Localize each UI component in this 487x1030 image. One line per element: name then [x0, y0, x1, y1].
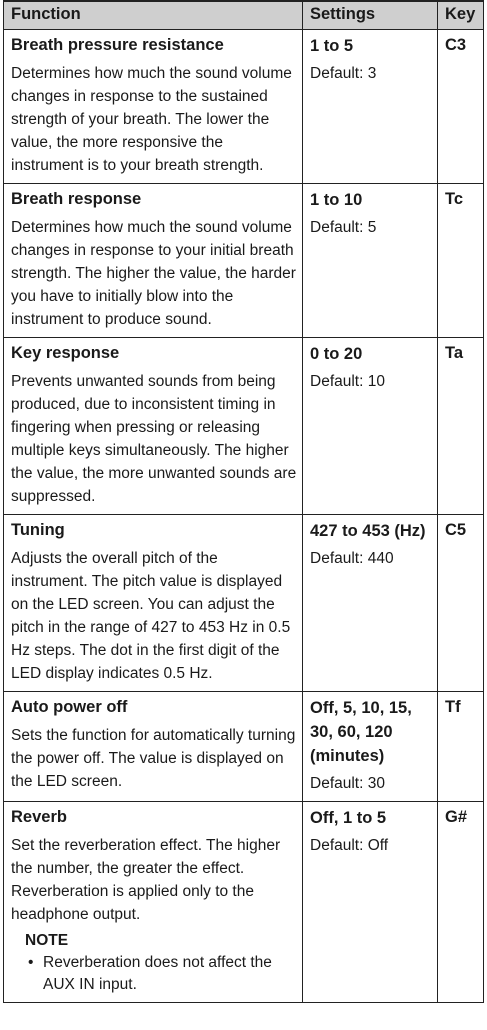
function-description: Set the reverberation effect. The higher the number, the greater the effect. Reverberation is applied only to the headphone output. [11, 837, 281, 923]
function-description: Prevents unwanted sounds from being produced, due to inconsistent timing in fingering when pressing or releasing multiple keys simultaneously. The higher the value, the more unwanted sounds are suppressed. [11, 373, 297, 505]
key-cell [438, 515, 484, 692]
function-name: Key response [11, 344, 120, 362]
key-cell [438, 338, 484, 515]
note-text: Reverberation does not affect the AUX IN input. [43, 954, 272, 993]
key-value: Tc [445, 190, 464, 208]
settings-default: Default: 5 [310, 219, 377, 236]
function-name: Reverb [11, 808, 67, 826]
settings-default: Default: Off [310, 837, 389, 854]
settings-cell [303, 692, 438, 802]
function-description: Determines how much the sound volume changes in response to the sustained strength of your breath. The lower the value, the more responsive the instrument is to your breath strength. [11, 65, 292, 174]
table-row [4, 802, 484, 1003]
function-description: Sets the function for automatically turning the power off. The value is displayed on the LED screen. [11, 727, 296, 790]
function-cell [4, 692, 303, 802]
function-cell [4, 338, 303, 515]
table-row [4, 338, 484, 515]
note-item [11, 952, 302, 996]
table-header-row [4, 1, 484, 30]
settings-range: 1 to 10 [310, 191, 363, 209]
settings-default: Default: 10 [310, 373, 385, 390]
key-value: G# [445, 808, 468, 826]
header-settings: Settings [303, 1, 438, 30]
function-name: Breath pressure resistance [11, 36, 224, 54]
function-name: Tuning [11, 521, 65, 539]
settings-range: 427 to 453 (Hz) [310, 522, 426, 540]
key-value: C5 [445, 521, 467, 539]
settings-cell [303, 184, 438, 338]
function-cell [4, 802, 303, 1003]
settings-cell [303, 30, 438, 184]
settings-default: Default: 3 [310, 65, 377, 82]
settings-cell [303, 802, 438, 1003]
note-title: NOTE [25, 932, 69, 949]
settings-cell [303, 515, 438, 692]
key-cell [438, 30, 484, 184]
key-value: Tf [445, 698, 461, 716]
settings-range: Off, 5, 10, 15, 30, 60, 120 (minutes) [310, 699, 412, 765]
bullet-icon: • [28, 954, 34, 971]
settings-default: Default: 440 [310, 550, 394, 567]
function-name: Breath response [11, 190, 142, 208]
key-cell [438, 802, 484, 1003]
header-key: Key [438, 1, 484, 30]
function-settings-table [3, 0, 484, 1003]
key-cell [438, 184, 484, 338]
table-row [4, 692, 484, 802]
function-cell [4, 515, 303, 692]
table-row [4, 30, 484, 184]
table-row [4, 515, 484, 692]
function-description: Determines how much the sound volume changes in response to your initial breath strength. The higher the value, the harder you have to initially blow into the instrument to produce sound. [11, 219, 296, 328]
settings-range: 1 to 5 [310, 37, 354, 55]
settings-range: Off, 1 to 5 [310, 809, 387, 827]
settings-range: 0 to 20 [310, 345, 363, 363]
function-description: Adjusts the overall pitch of the instrument. The pitch value is displayed on the LED screen. You can adjust the pitch in the range of 427 to 453 Hz in 0.5 Hz steps. The dot in the first digit of the LED display indicates 0.5 Hz. [11, 550, 291, 682]
header-function: Function [4, 1, 303, 30]
key-value: C3 [445, 36, 467, 54]
settings-cell [303, 338, 438, 515]
function-cell [4, 184, 303, 338]
table-row [4, 184, 484, 338]
function-cell [4, 30, 303, 184]
settings-default: Default: 30 [310, 775, 385, 792]
function-name: Auto power off [11, 698, 128, 716]
key-value: Ta [445, 344, 464, 362]
key-cell [438, 692, 484, 802]
